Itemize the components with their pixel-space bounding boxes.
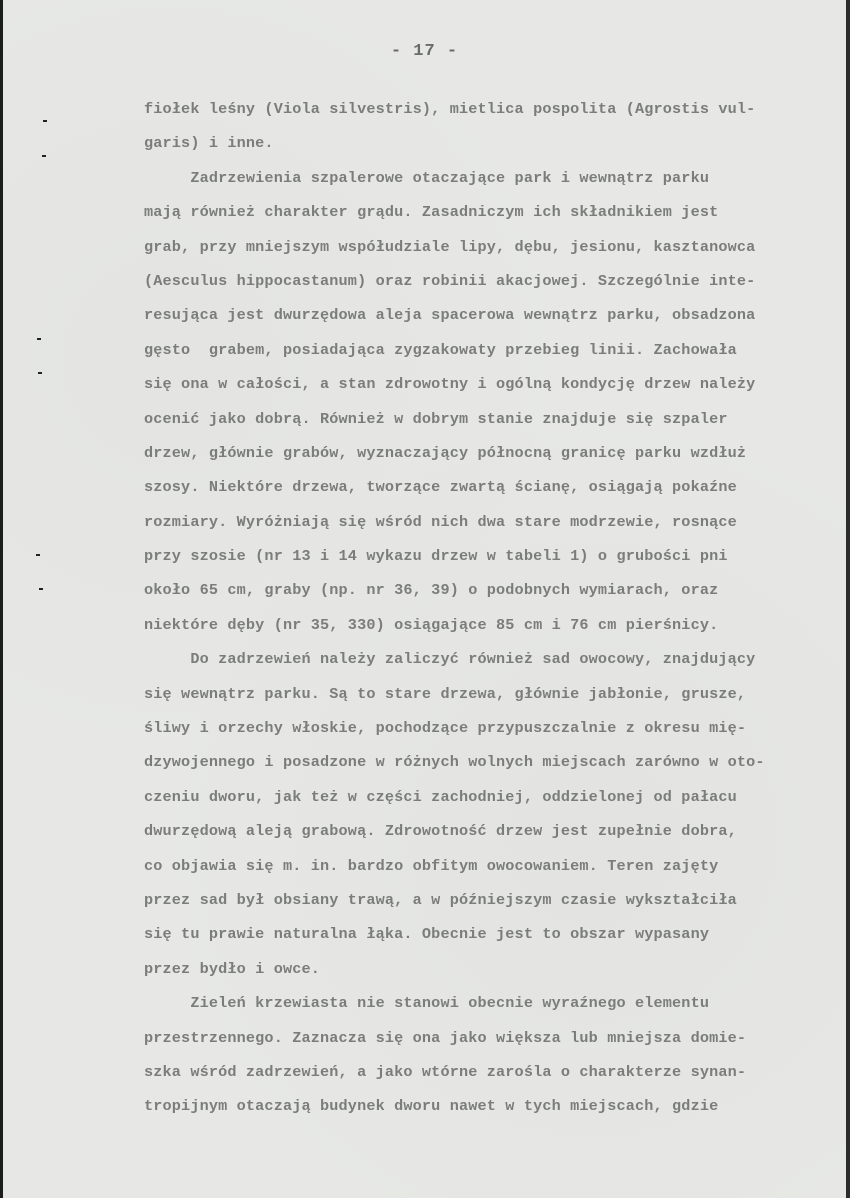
text-line: resująca jest dwurzędowa aleja spacerowa wewnątrz parku, obsadzona (144, 306, 756, 325)
text-line: się wewnątrz parku. Są to stare drzewa, głównie jabłonie, grusze, (144, 684, 747, 703)
text-line: garis) i inne. (144, 134, 274, 153)
text-line: czeniu dworu, jak też w części zachodniej, oddzielonej od pałacu (144, 787, 737, 806)
text-line: niektóre dęby (nr 35, 330) osiągające 85 cm i 76 cm pierśnicy. (144, 615, 719, 634)
margin-mark (43, 120, 47, 122)
text-line: drzew, głównie grabów, wyznaczający północną granicę parku wzdłuż (144, 443, 747, 462)
scan-edge (846, 0, 850, 1198)
text-line: około 65 cm, graby (np. nr 36, 39) o podobnych wymiarach, oraz (144, 581, 719, 600)
margin-mark (36, 554, 40, 556)
text-line: się ona w całości, a stan zdrowotny i ogólną kondycję drzew należy (144, 375, 756, 394)
margin-mark (39, 588, 43, 590)
text-line: się tu prawie naturalna łąka. Obecnie jest to obszar wypasany (144, 925, 710, 944)
text-line: (Aesculus hippocastanum) oraz robinii akacjowej. Szczególnie inte- (144, 271, 756, 290)
text-line: Zieleń krzewiasta nie stanowi obecnie wyraźnego elementu (144, 994, 710, 1013)
text-line: tropijnym otaczają budynek dworu nawet w tych miejscach, gdzie (144, 1097, 719, 1116)
text-line: dzywojennego i posadzone w różnych wolnych miejscach zarówno w oto- (144, 753, 765, 772)
text-line: szka wśród zadrzewień, a jako wtórne zarośla o charakterze synan- (144, 1062, 747, 1081)
text-line: ocenić jako dobrą. Również w dobrym stanie znajduje się szpaler (144, 409, 728, 428)
text-line: przez bydło i owce. (144, 959, 321, 978)
text-line: śliwy i orzechy włoskie, pochodzące przypuszczalnie z okresu mię- (144, 719, 747, 738)
text-line: co objawia się m. in. bardzo obfitym owocowaniem. Teren zajęty (144, 856, 719, 875)
text-line: szosy. Niektóre drzewa, tworzące zwartą ścianę, osiągają pokaźne (144, 478, 737, 497)
text-line: gęsto grabem, posiadająca zygzakowaty przebieg linii. Zachowała (144, 340, 737, 359)
text-line: Do zadrzewień należy zaliczyć również sad owocowy, znajdujący (144, 650, 756, 669)
document-page (3, 0, 846, 1198)
margin-mark (42, 155, 46, 157)
text-line: dwurzędową aleją grabową. Zdrowotność drzew jest zupełnie dobra, (144, 822, 737, 841)
margin-mark (38, 372, 42, 374)
margin-mark (37, 338, 41, 340)
text-line: Zadrzewienia szpalerowe otaczające park i wewnątrz parku (144, 168, 710, 187)
text-line: rozmiary. Wyróżniają się wśród nich dwa stare modrzewie, rosnące (144, 512, 737, 531)
text-line: przez sad był obsiany trawą, a w późniejszym czasie wykształciła (144, 890, 737, 909)
body-text (144, 92, 844, 1124)
text-line: przy szosie (nr 13 i 14 wykazu drzew w tabeli 1) o grubości pni (144, 547, 728, 566)
text-line: grab, przy mniejszym współudziale lipy, dębu, jesionu, kasztanowca (144, 237, 756, 256)
text-line: przestrzennego. Zaznacza się ona jako większa lub mniejsza domie- (144, 1028, 747, 1047)
text-line: mają również charakter grądu. Zasadniczym ich składnikiem jest (144, 203, 719, 222)
page-number: - 17 - (390, 42, 459, 61)
text-line: fiołek leśny (Viola silvestris), mietlica pospolita (Agrostis vul- (144, 100, 756, 118)
